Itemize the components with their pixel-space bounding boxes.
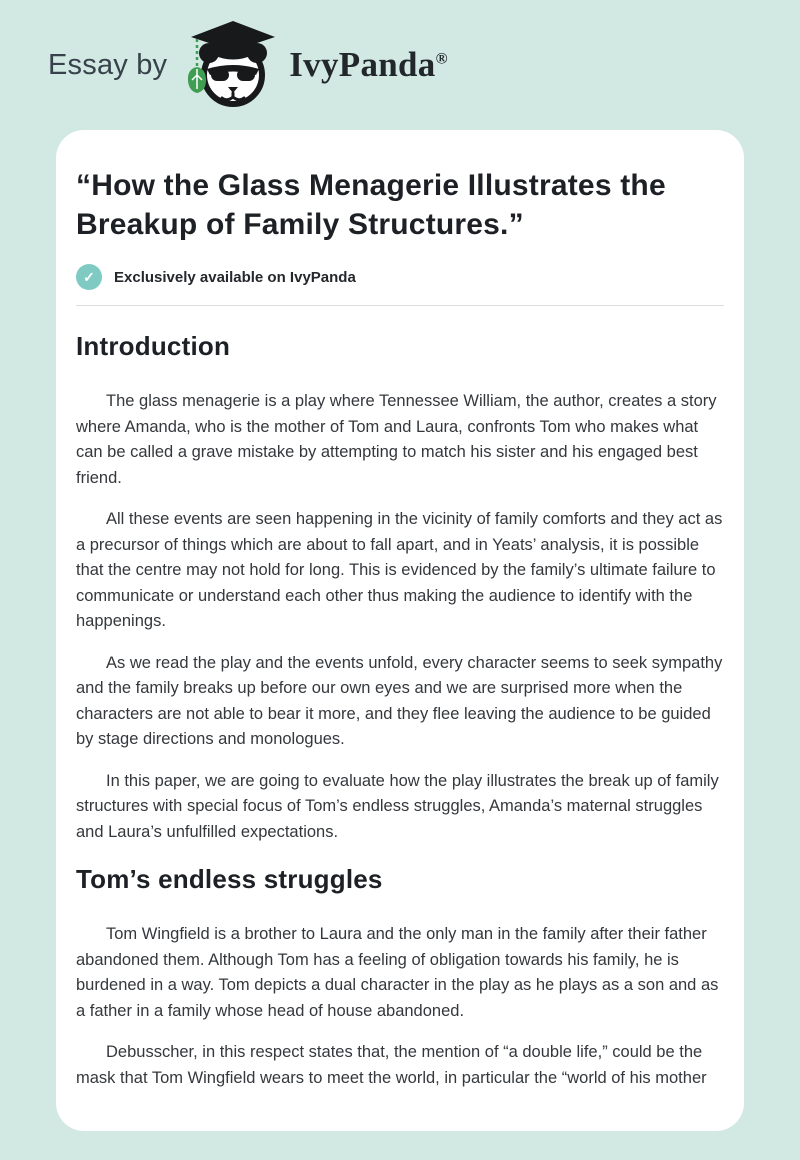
section-heading-toms-endless-struggles: Tom’s endless struggles — [76, 864, 383, 894]
brand-name: IvyPanda® — [289, 45, 448, 84]
essay-card — [56, 130, 744, 1131]
essay-paragraph: Debusscher, in this respect states that, the mention of “a double life,” could be the mask that Tom Wingfield wears to meet the world, in particular the “world of his mother — [76, 1043, 707, 1087]
essay-title: “How the Glass Menagerie Illustrates the Breakup of Family Structures.” — [76, 169, 666, 241]
panda-graduate-icon — [183, 19, 279, 111]
essay-by-label: Essay by — [48, 48, 168, 81]
essay-paragraph: In this paper, we are going to evaluate how the play illustrates the break up of family structures with special focus of Tom’s endless struggles, Amanda’s maternal struggles and Laura’s unfulfilled expectations. — [76, 771, 719, 841]
ivypanda-logo — [183, 19, 448, 111]
section-heading-introduction: Introduction — [76, 331, 231, 361]
essay-paragraph: The glass menagerie is a play where Tennessee William, the author, creates a story where Amanda, who is the mother of Tom and Laura, confronts Tom who makes what can be called a grave mistake by attempting to match his sister and his engaged best friend. — [76, 392, 717, 487]
exclusive-badge-label: Exclusively available on IvyPanda — [114, 268, 356, 286]
essay-paragraph: All these events are seen happening in the vicinity of family comforts and they act as a precursor of things which are about to fall apart, and in Yeats’ analysis, it is possible that the centre may not hold for long. This is evidenced by the family’s ultimate failure to communicate or understand each other thus making the audience to identify with the happenings. — [76, 510, 723, 630]
check-icon: ✓ — [76, 264, 102, 290]
page-header — [0, 0, 800, 130]
divider — [76, 305, 724, 306]
essay-paragraph: Tom Wingfield is a brother to Laura and the only man in the family after their father abandoned them. Although Tom has a feeling of obligation towards his family, he is burdened in a way. Tom depicts a dual character in the play as he plays as a son and as a father in a family whose head of house abandoned. — [76, 925, 719, 1020]
exclusive-badge — [76, 264, 724, 290]
essay-paragraph: As we read the play and the events unfold, every character seems to seek sympathy and the family breaks up before our own eyes and we are surprised more when the characters are not able to bear it more, and they flee leaving the audience to be guided by stage directions and monologues. — [76, 653, 723, 748]
registered-mark: ® — [435, 50, 448, 68]
